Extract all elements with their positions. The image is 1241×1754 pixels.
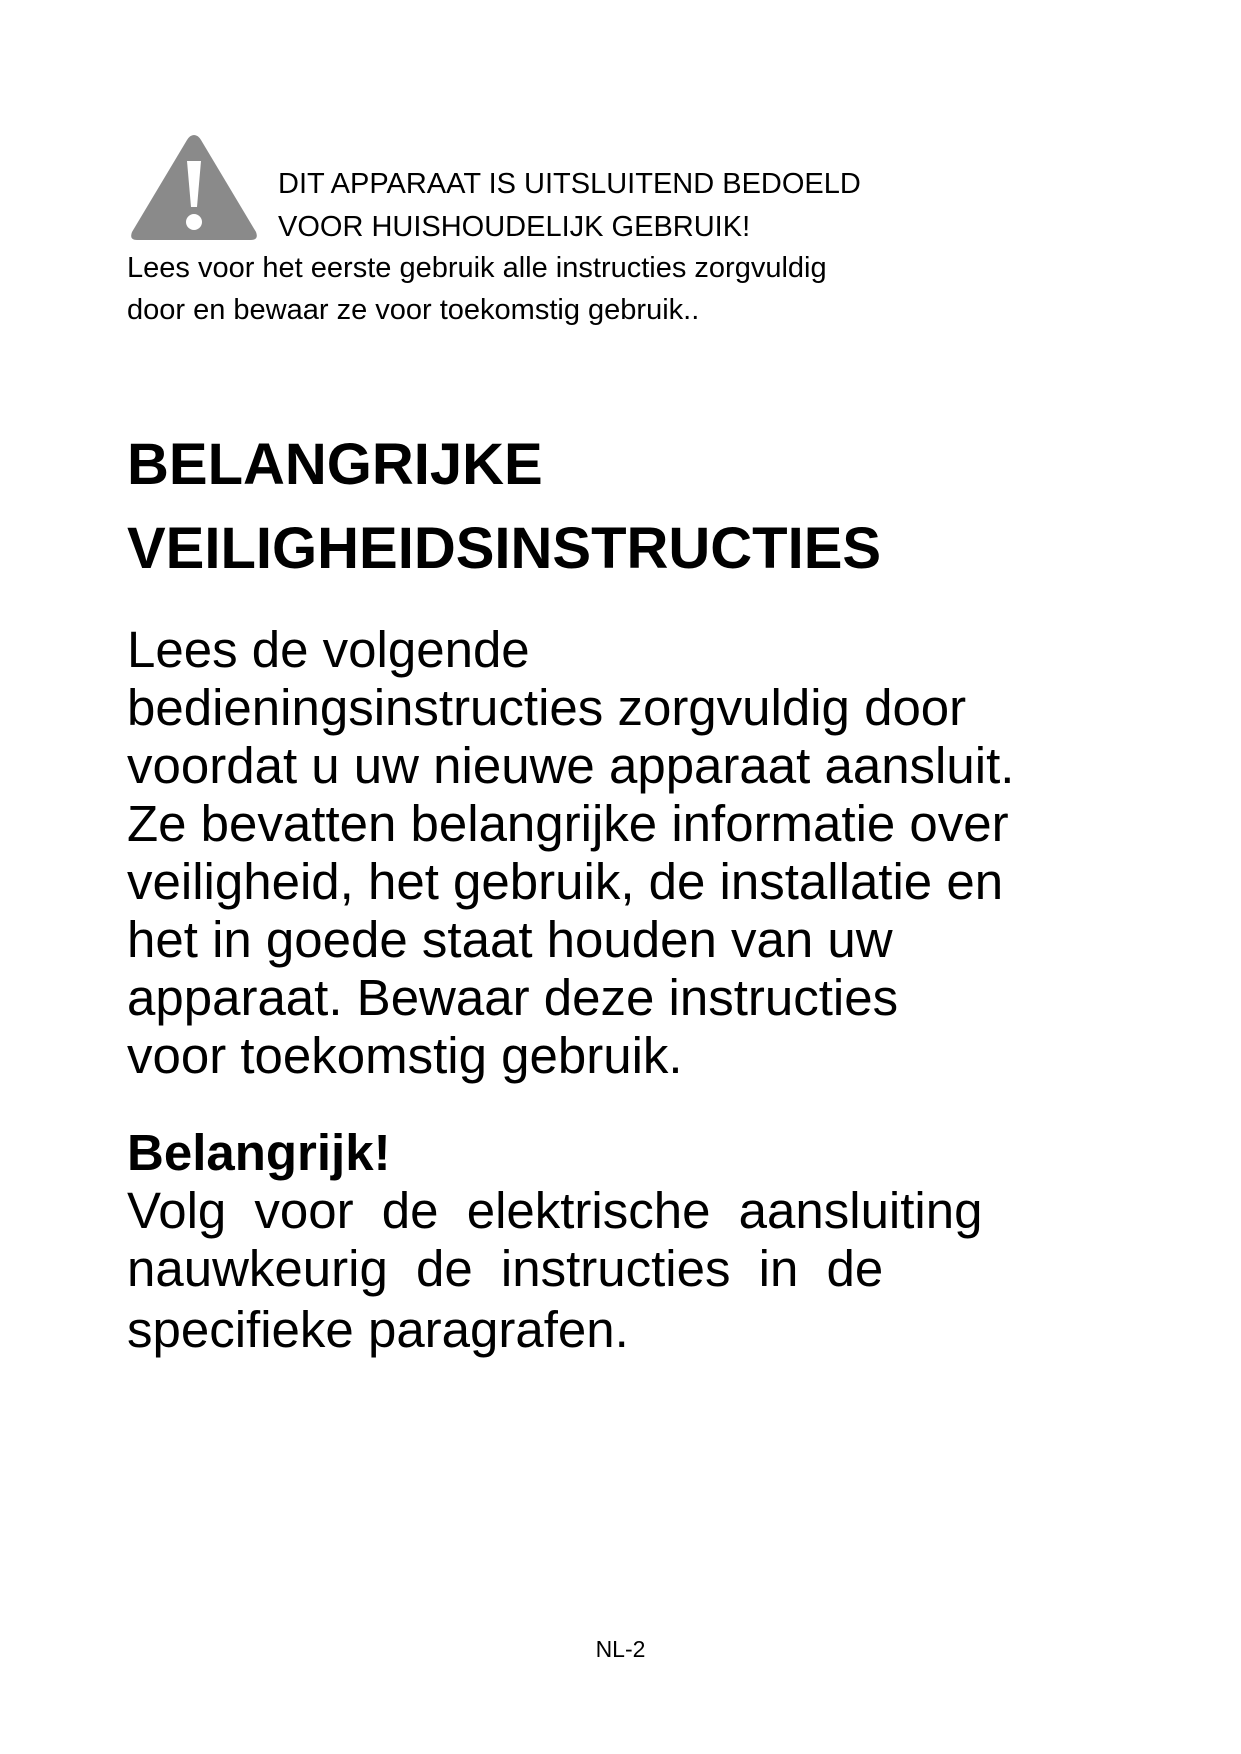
important-text-line-3: specifieke paragrafen.: [127, 1301, 629, 1358]
page-title-line-1: BELANGRIJKE: [127, 432, 543, 497]
body-text-line-1: Lees de volgende: [127, 621, 530, 678]
warning-triangle-icon: [128, 131, 260, 244]
body-text-line-8: voor toekomstig gebruik.: [127, 1027, 683, 1084]
page-title-line-2: VEILIGHEIDSINSTRUCTIES: [127, 516, 882, 581]
important-heading: Belangrijk!: [127, 1124, 391, 1181]
body-text-line-2: bedieningsinstructies zorgvuldig door: [127, 679, 967, 736]
body-text-line-6: het in goede staat houden van uw: [127, 911, 893, 968]
important-text-line-1: Volg voor de elektrische aansluiting: [127, 1182, 983, 1239]
body-text-line-7: apparaat. Bewaar deze instructies: [127, 969, 899, 1026]
intro-text-line-1: Lees voor het eerste gebruik alle instructies zorgvuldig: [127, 252, 827, 284]
page-number: NL-2: [595, 1636, 646, 1662]
body-text-line-4: Ze bevatten belangrijke informatie over: [127, 795, 1009, 852]
body-text-line-5: veiligheid, het gebruik, de installatie en: [127, 853, 1004, 910]
body-text-line-3: voordat u uw nieuwe apparaat aansluit.: [127, 737, 1015, 794]
important-text-line-2: nauwkeurig de instructies in de: [127, 1240, 884, 1297]
warning-text-line-1: DIT APPARAAT IS UITSLUITEND BEDOELD: [278, 168, 861, 200]
warning-text-line-2: VOOR HUISHOUDELIJK GEBRUIK!: [278, 211, 751, 243]
intro-text-line-2: door en bewaar ze voor toekomstig gebruik..: [127, 294, 700, 326]
